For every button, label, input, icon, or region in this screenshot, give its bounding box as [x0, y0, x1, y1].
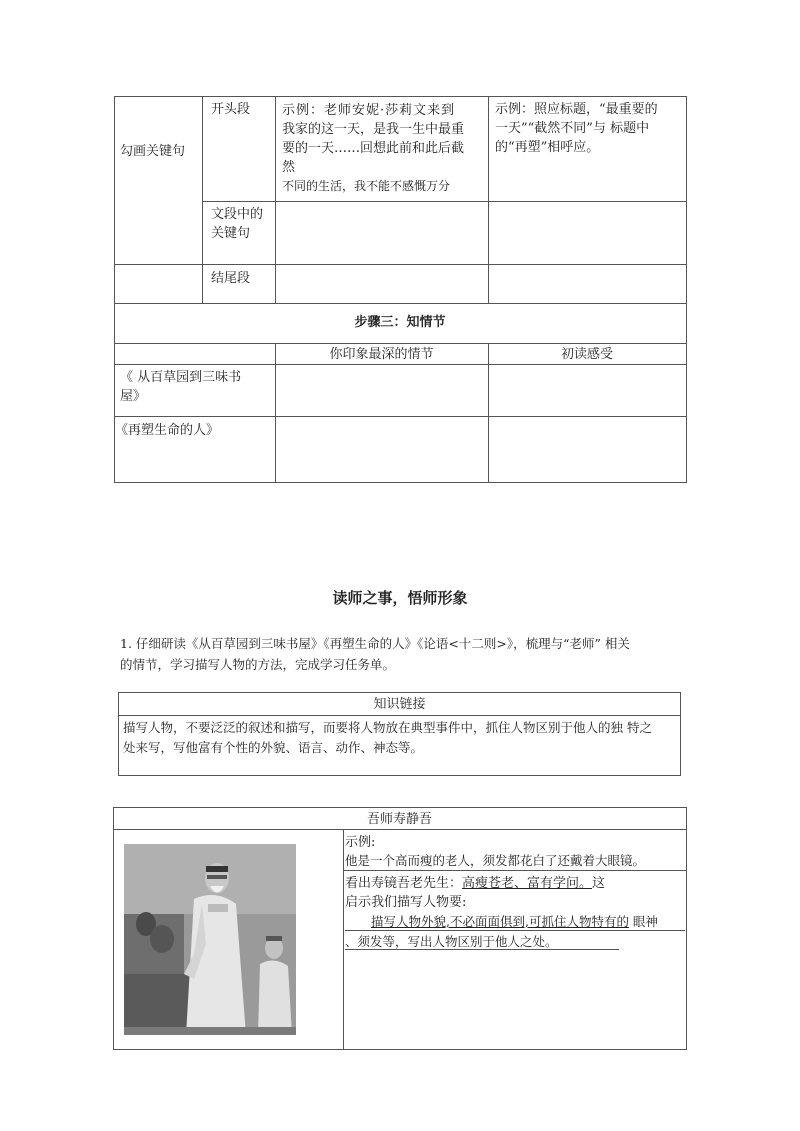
observation-answer: 高瘦苍老、富有学问。	[462, 876, 593, 891]
observation-suffix: 这	[592, 876, 606, 891]
text-line: 关键句	[211, 226, 251, 241]
label-ending-paragraph: 结尾段	[211, 271, 251, 286]
answer-underlined: 描写人物外貌,不必面面俱到,可抓住人物特有的	[371, 914, 629, 929]
knowledge-text	[123, 718, 681, 758]
knowledge-title: 知识链接	[373, 697, 426, 712]
answer-line-1	[371, 912, 658, 931]
text-line: 《 从百草园到三味书	[120, 370, 242, 385]
observation-prefix: 看出寿镜吾老先生：	[345, 876, 463, 891]
text-line: 的“再塑”相呼应。	[495, 140, 600, 155]
text-line: 处来写，写他富有个性的外貌、语言、动作、神态等。	[123, 740, 424, 755]
teacher-photo	[124, 844, 296, 1035]
text-line: 我家的这一天，是我一生中最重	[282, 122, 465, 137]
knowledge-box	[118, 692, 681, 776]
text-line: 一天”“截然不同”与 标题中	[495, 121, 650, 136]
example-text: 他是一个高而瘦的老人，须发都花白了还戴着大眼镜。	[345, 853, 646, 868]
observation-line	[345, 874, 605, 893]
opening-analysis-text	[495, 100, 685, 157]
label-opening-paragraph: 开头段	[211, 102, 251, 117]
section-title: 读师之事，悟师形象	[332, 589, 468, 607]
text-line: 的情节，学习描写人物的方法，完成学习任务单。	[120, 657, 396, 672]
hint-line: 启示我们描写人物要:	[345, 895, 467, 910]
text-line: 描写人物，不要泛泛的叙述和描写，而要将人物放在典型事件中，抓住人物区别于他人的独 特之	[123, 720, 652, 735]
intro-paragraph	[120, 633, 690, 675]
text-line: 屋》	[120, 389, 147, 404]
text-line: 1. 仔细研读《从百草园到三味书屋》《再塑生命的人》《论语<十二则>》，梳理与“老师” 相关	[120, 636, 630, 651]
book-title-baicaoyuan	[120, 368, 241, 406]
row-header-key-sentences: 勾画关键句	[120, 144, 186, 159]
answer-rest: 眼神	[628, 914, 658, 929]
book-title-zaisu: 《再塑生命的人》	[115, 423, 220, 438]
text-line: 然	[282, 160, 296, 175]
text-line: 要的一天……回想此前和此后截	[282, 141, 465, 156]
text-line: 文段中的	[211, 207, 264, 222]
text-line: 示例：老师安妮·莎莉文来到	[282, 103, 456, 118]
text-line: 不同的生活，我不能不感慨万分	[282, 179, 451, 193]
opening-example-text	[282, 101, 487, 196]
step3-heading: 步骤三：知情节	[354, 315, 446, 330]
col-header-first-feeling: 初读感受	[560, 347, 613, 362]
answer-line-2: 、须发等，写出人物区别于他人之处。	[345, 934, 558, 949]
shou-title: 吾师寿静吾	[366, 812, 432, 827]
col-header-plot: 你印象最深的情节	[329, 347, 434, 362]
example-label: 示例:	[345, 835, 376, 850]
text-line: 示例：照应标题，“最重要的	[495, 102, 658, 117]
label-key-sentence-in-text	[211, 205, 263, 243]
